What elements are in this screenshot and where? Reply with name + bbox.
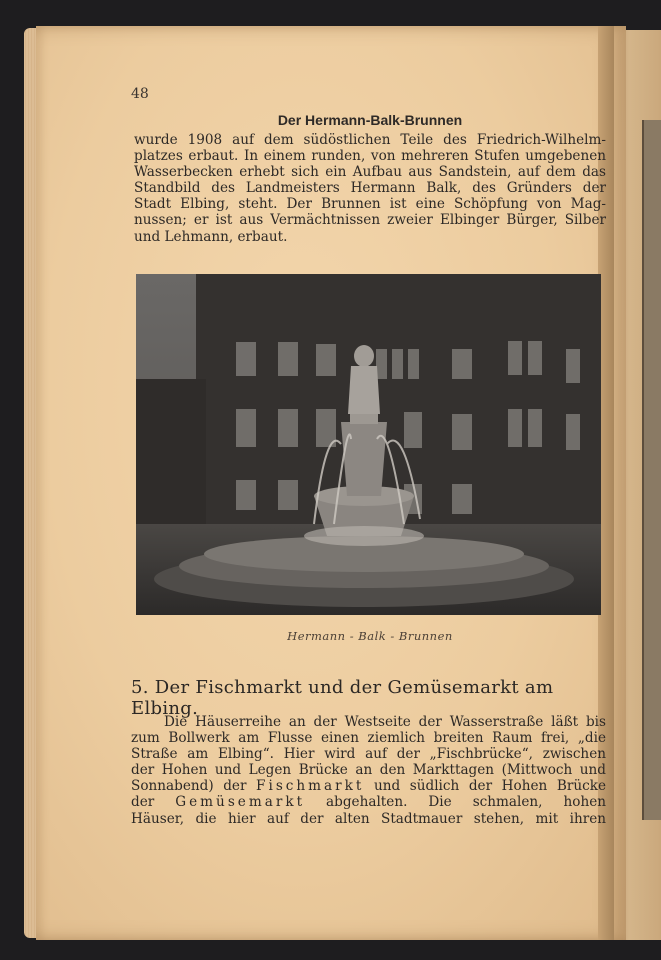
page-number: 48 <box>131 86 149 102</box>
text-line: und Lehmann, erbaut. <box>134 228 288 245</box>
photo-caption: Hermann - Balk - Brunnen <box>287 629 453 643</box>
text-line: nussen; er ist aus Vermächtnissen zweier Elbinger Bürger, Silber <box>134 212 606 229</box>
text-line: Wasserbecken erhebt sich ein Aufbau aus Sandstein, auf dem das <box>134 164 606 181</box>
text-line: der Hohen und Legen Brücke an den Markttagen (Mittwoch und <box>131 762 606 779</box>
text-line <box>131 778 606 794</box>
text-line: zum Bollwerk am Flusse einen ziemlich breiten Raum frei, „die <box>131 730 606 747</box>
text-line: Die Häuserreihe an der Westseite der Wasserstraße läßt bis <box>164 714 606 730</box>
text-fragment: und südlich der Hohen Brücke <box>373 778 606 795</box>
text-fragment: der <box>131 794 155 811</box>
text-fragment: abgehalten. Die schmalen, hohen <box>326 794 606 811</box>
text-line: Standbild des Landmeisters Hermann Balk, des Gründers der <box>134 180 606 197</box>
emphasis-gemuesemarkt: Gemüsemarkt <box>175 794 306 811</box>
facing-page-shadow <box>642 120 661 820</box>
running-head: Der Hermann-Balk-Brunnen <box>277 112 463 128</box>
section-heading: 5. Der Fischmarkt und der Gemüsemarkt am Elbing. <box>131 677 554 719</box>
body-paragraph <box>131 714 606 827</box>
text-line: wurde 1908 auf dem südöstlichen Teile des Friedrich-Wilhelm- <box>134 132 606 148</box>
intro-paragraph <box>134 132 606 245</box>
emphasis-fischmarkt: Fischmarkt <box>256 778 365 795</box>
text-line: Straße am Elbing“. Hier wird auf der „Fischbrücke“, zwischen <box>131 746 606 763</box>
text-line <box>131 794 606 810</box>
text-line: Stadt Elbing, steht. Der Brunnen ist eine Schöpfung von Mag- <box>134 196 606 213</box>
text-line: Häuser, die hier auf der alten Stadtmauer stehen, mit ihren <box>131 810 606 827</box>
text-fragment: Sonnabend) der <box>131 778 247 795</box>
fountain-photo <box>136 274 601 615</box>
text-line: platzes erbaut. In einem runden, von mehreren Stufen umgebenen <box>134 148 606 165</box>
